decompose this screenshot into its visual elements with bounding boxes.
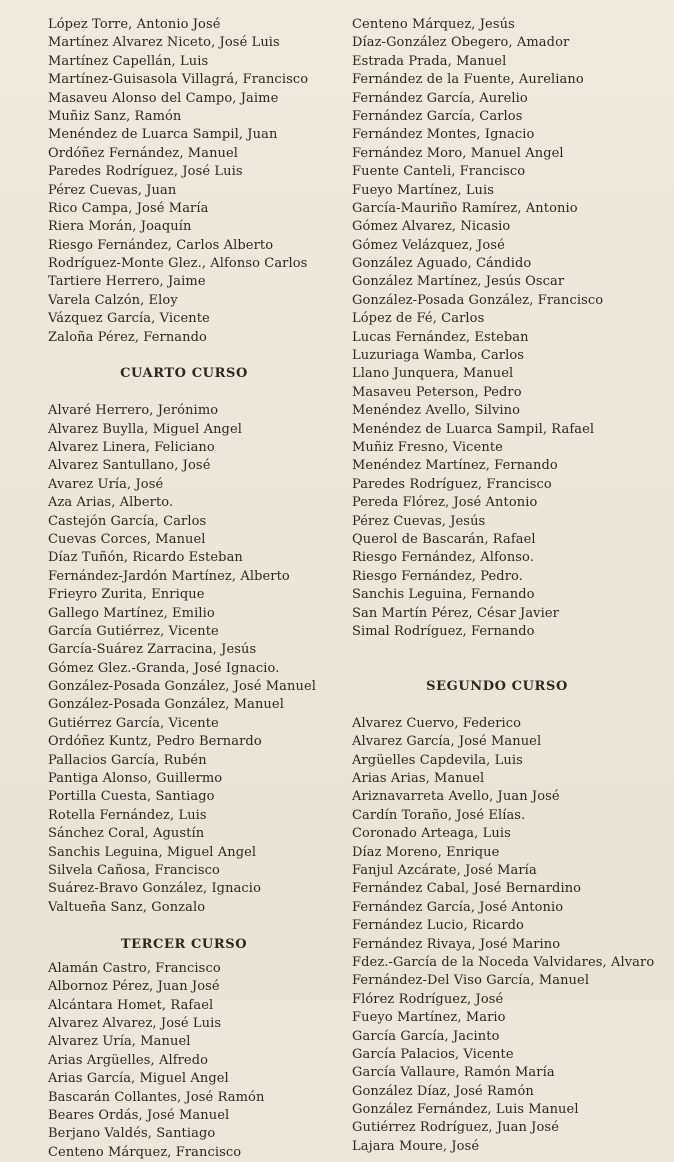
student-name: Beares Ordás, José Manuel (48, 1108, 230, 1124)
cuarto-curso-list (48, 402, 348, 917)
student-name: Muñiz Fresno, Vicente (352, 439, 503, 455)
student-name: Lucas Fernández, Esteban (352, 329, 529, 345)
student-name: Fernández García, José Antonio (352, 899, 564, 915)
student-name: Arias Argüelles, Alfredo (48, 1052, 209, 1068)
student-name: Fernández Cabal, José Bernardino (352, 881, 582, 897)
student-name: Luzuriaga Wamba, Carlos (352, 348, 525, 364)
student-name: Fernández de la Fuente, Aureliano (352, 72, 584, 88)
student-name: Fernández Rivaya, José Marino (352, 936, 561, 952)
student-name: Zaloña Pérez, Fernando (48, 329, 207, 345)
student-name: Riesgo Fernández, Alfonso. (352, 550, 534, 566)
student-name: Riera Morán, Joaquín (48, 219, 192, 235)
student-name: Alcántara Homet, Rafael (48, 997, 214, 1013)
student-name: Frieyro Zurita, Enrique (48, 587, 205, 603)
student-name: Flórez Rodríguez, José (352, 991, 504, 1007)
student-name: Pereda Flórez, José Antonio (352, 495, 538, 511)
student-name: López de Fé, Carlos (352, 311, 485, 327)
student-name: Riesgo Fernández, Carlos Alberto (48, 237, 274, 253)
student-name: Alvarez Buylla, Miguel Angel (48, 421, 243, 437)
student-name: Ordóñez Fernández, Manuel (48, 145, 239, 161)
student-name: González Aguado, Cándido (352, 256, 532, 272)
student-name: Coronado Arteaga, Luis (352, 826, 511, 842)
student-name: Fueyo Martínez, Luis (352, 182, 495, 198)
student-name: Albornoz Pérez, Juan José (48, 979, 220, 995)
student-name: García Vallaure, Ramón María (352, 1065, 555, 1081)
student-name: Suárez-Bravo González, Ignacio (48, 881, 261, 897)
student-name: González Díaz, José Ramón (352, 1083, 534, 1099)
student-name: Pérez Cuevas, Juan (48, 182, 177, 198)
student-name: Vázquez García, Vicente (48, 311, 210, 327)
right-column (352, 16, 655, 1156)
student-name: Querol de Bascarán, Rafael (352, 531, 536, 547)
student-name: Centeno Márquez, Jesús (352, 17, 515, 32)
student-name: García-Mauriño Ramírez, Antonio (352, 200, 578, 216)
left-top-list (48, 16, 348, 347)
left-column (48, 16, 348, 1162)
student-name: Castejón García, Carlos (48, 513, 207, 529)
tercer-curso-heading: TERCER CURSO (120, 936, 248, 952)
student-name: Fueyo Martínez, Mario (352, 1010, 506, 1026)
student-name: Sánchez Coral, Agustín (48, 826, 205, 842)
student-name: Muñiz Sanz, Ramón (48, 108, 182, 124)
student-name: Martínez Capellán, Luis (48, 53, 209, 69)
student-name: Aza Arias, Alberto. (48, 495, 174, 511)
student-name: Sanchis Leguina, Miguel Angel (48, 844, 257, 860)
student-name: Estrada Prada, Manuel (352, 53, 507, 69)
student-name: Pallacios García, Rubén (48, 752, 207, 768)
student-name: Cuevas Corces, Manuel (48, 531, 206, 547)
student-name: Gómez Alvarez, Nicasio (352, 219, 511, 235)
student-name: Alvarez García, José Manuel (352, 734, 542, 750)
student-name: González Martínez, Jesús Oscar (352, 274, 565, 290)
student-name: Sanchis Leguina, Fernando (352, 587, 535, 603)
student-name: Cardín Toraño, José Elías. (352, 807, 526, 823)
student-name: Fernández Moro, Manuel Angel (352, 145, 564, 161)
student-name: Arias García, Miguel Angel (48, 1071, 229, 1087)
cuarto-curso-heading: CUARTO CURSO (120, 366, 248, 382)
student-name: Díaz Tuñón, Ricardo Esteban (48, 550, 243, 566)
student-name: Fanjul Azcárate, José María (352, 862, 537, 878)
student-name: Alvarez Uría, Manuel (48, 1034, 191, 1050)
student-name: Fernández García, Carlos (352, 108, 523, 124)
student-name: Valtueña Sanz, Gonzalo (48, 899, 206, 915)
student-name: Gallego Martínez, Emilio (48, 605, 215, 621)
student-name: González-Posada González, Francisco (352, 292, 604, 308)
student-name: Varela Calzón, Eloy (48, 292, 178, 308)
student-name: Masaveu Peterson, Pedro (352, 384, 522, 400)
student-name: González-Posada González, José Manuel (48, 679, 316, 695)
student-name: Masaveu Alonso del Campo, Jaime (48, 90, 279, 106)
student-name: Menéndez Avello, Silvino (352, 403, 521, 419)
student-name: Alamán Castro, Francisco (48, 960, 221, 976)
student-name: Tartiere Herrero, Jaime (48, 274, 206, 290)
student-name: López Torre, Antonio José (48, 17, 221, 32)
student-name: Martínez-Guisasola Villagrá, Francisco (48, 72, 309, 88)
student-name: García-Suárez Zarracina, Jesús (48, 642, 257, 658)
student-name: Menéndez de Luarca Sampil, Juan (48, 127, 278, 143)
student-name: Gómez Glez.-Granda, José Ignacio. (48, 660, 280, 676)
student-name: Fernández-Del Viso García, Manuel (352, 973, 590, 989)
student-name: Ariznavarreta Avello, Juan José (352, 789, 560, 805)
student-name: Berjano Valdés, Santiago (48, 1126, 216, 1142)
student-name: Arias Arias, Manuel (352, 771, 485, 787)
student-name: García Gutiérrez, Vicente (48, 623, 219, 639)
student-name: Menéndez de Luarca Sampil, Rafael (352, 421, 595, 437)
student-name: Silvela Cañosa, Francisco (48, 862, 220, 878)
tercer-curso-list (48, 960, 348, 1162)
student-name: Argüelles Capdevila, Luis (352, 752, 523, 768)
student-name: Paredes Rodríguez, Francisco (352, 476, 552, 492)
student-name: Llano Junquera, Manuel (352, 366, 514, 382)
segundo-curso-list (352, 715, 655, 1156)
student-name: Bascarán Collantes, José Ramón (48, 1089, 265, 1105)
student-name: Centeno Márquez, Francisco (48, 1144, 242, 1160)
right-top-list (352, 16, 652, 641)
student-name: Gutiérrez García, Vicente (48, 715, 219, 731)
student-name: Rotella Fernández, Luis (48, 807, 207, 823)
student-name: Portilla Cuesta, Santiago (48, 789, 215, 805)
student-name: Fuente Canteli, Francisco (352, 164, 526, 180)
student-name: San Martín Pérez, César Javier (352, 605, 559, 621)
student-name: Díaz-González Obegero, Amador (352, 35, 570, 51)
student-name: Díaz Moreno, Enrique (352, 844, 500, 860)
student-name: Pantiga Alonso, Guillermo (48, 771, 223, 787)
segundo-curso-heading: SEGUNDO CURSO (426, 679, 568, 695)
student-name: Lajara Moure, José (352, 1138, 480, 1154)
student-name: Paredes Rodríguez, José Luis (48, 164, 243, 180)
student-name: García García, Jacinto (352, 1028, 500, 1044)
student-name: Alvaré Herrero, Jerónimo (48, 403, 219, 419)
student-name: Fernández Lucio, Ricardo (352, 918, 524, 934)
student-name: Alvarez Cuervo, Federico (352, 715, 522, 731)
student-name: Fernández Montes, Ignacio (352, 127, 535, 143)
student-name: Rodríguez-Monte Glez., Alfonso Carlos (48, 256, 308, 272)
student-name: Avarez Uría, José (48, 476, 164, 492)
student-name: Fdez.-García de la Noceda Valvidares, Alvaro (352, 954, 655, 970)
student-name: Alvarez Linera, Feliciano (48, 439, 215, 455)
student-name: Fernández García, Aurelio (352, 90, 528, 106)
student-name: González-Posada González, Manuel (48, 697, 284, 713)
student-name: Gómez Velázquez, José (352, 237, 505, 253)
student-name: Alvarez Santullano, José (48, 458, 211, 474)
student-name: García Palacios, Vicente (352, 1046, 514, 1062)
student-name: Simal Rodríguez, Fernando (352, 623, 535, 639)
student-name: Ordóñez Kuntz, Pedro Bernardo (48, 734, 262, 750)
student-name: Fernández-Jardón Martínez, Alberto (48, 568, 290, 584)
student-name: Pérez Cuevas, Jesús (352, 513, 486, 529)
student-name: Alvarez Alvarez, José Luis (48, 1016, 222, 1032)
student-name: Martínez Alvarez Niceto, José Luis (48, 35, 280, 51)
student-name: Gutiérrez Rodríguez, Juan José (352, 1120, 559, 1136)
student-name: Riesgo Fernández, Pedro. (352, 568, 523, 584)
student-name: Rico Campa, José María (48, 200, 209, 216)
student-name: Menéndez Martínez, Fernando (352, 458, 558, 474)
student-name: González Fernández, Luis Manuel (352, 1102, 579, 1118)
